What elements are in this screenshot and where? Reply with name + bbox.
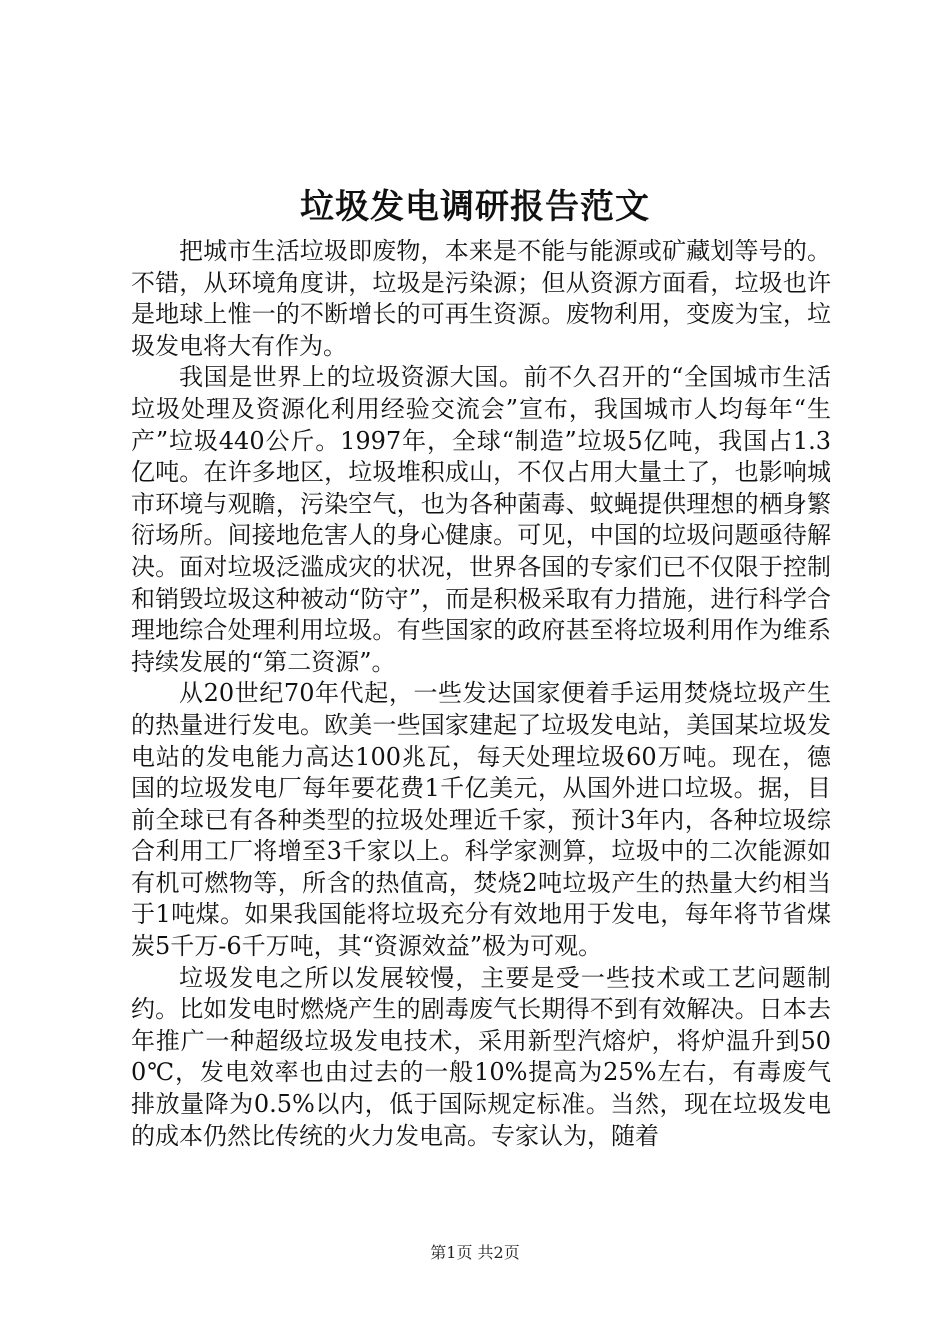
document-body — [131, 236, 831, 1152]
page-number-footer: 第1页 共2页 — [430, 1243, 520, 1262]
document-title: 垃圾发电调研报告范文 — [300, 187, 650, 227]
paragraph: 垃圾发电之所以发展较慢，主要是受一些技术或工艺问题制约。比如发电时燃烧产生的剧毒废气长期得不到有效解决。日本去年推广一种超级垃圾发电技术，采用新型汽熔炉，将炉温升到500℃，发电效率也由过去的一般10%提高为25%左右，有毒废气排放量降为0.5%以内，低于国际规定标准。当然，现在垃圾发电的成本仍然比传统的火力发电高。专家认为，随着 — [131, 963, 831, 1150]
paragraph: 从20世纪70年代起，一些发达国家便着手运用焚烧垃圾产生的热量进行发电。欧美一些国家建起了垃圾发电站，美国某垃圾发电站的发电能力高达100兆瓦，每天处理垃圾60万吨。现在，德国的垃圾发电厂每年要花费1千亿美元，从国外进口垃圾。据，目前全球已有各种类型的拉圾处理近千家，预计3年内，各种垃圾综合利用工厂将增至3千家以上。科学家测算，垃圾中的二次能源如有机可燃物等，所含的热值高，焚烧2吨垃圾产生的热量大约相当于1吨煤。如果我国能将垃圾充分有效地用于发电，每年将节省煤炭5千万-6千万吨，其“资源效益”极为可观。 — [131, 679, 831, 961]
paragraph: 我国是世界上的垃圾资源大国。前不久召开的“全国城市生活垃圾处理及资源化利用经验交流会”宣布，我国城市人均每年“生产”垃圾440公斤。1997年，全球“制造”垃圾5亿吨，我国占1.3亿吨。在许多地区，垃圾堆积成山，不仅占用大量土了，也影响城市环境与观瞻，污染空气，也为各种菌毒、蚊蝇提供理想的栖身繁衍场所。间接地危害人的身心健康。可见，中国的垃圾问题亟待解决。面对垃圾泛滥成灾的状况，世界各国的专家们已不仅限于控制和销毁垃圾这种被动“防守”，而是积极采取有力措施，进行科学合理地综合处理利用垃圾。有些国家的政府甚至将垃圾利用作为维系持续发展的“第二资源”。 — [131, 363, 831, 676]
paragraph: 把城市生活垃圾即废物，本来是不能与能源或矿藏划等号的。不错，从环境角度讲，垃圾是污染源；但从资源方面看，垃圾也许是地球上惟一的不断增长的可再生资源。废物利用，变废为宝，垃圾发电将大有作为。 — [131, 237, 831, 360]
